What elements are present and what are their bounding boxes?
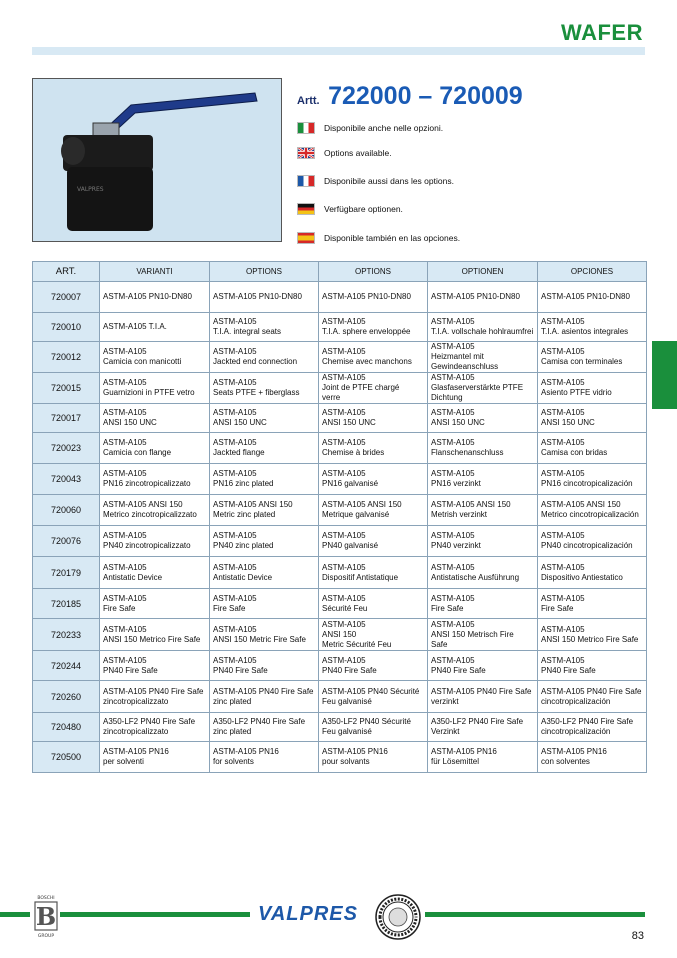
variant-cell: ASTM-A105 Chemise à brides — [319, 433, 428, 464]
option-row-english — [297, 145, 392, 161]
article-code-cell: 720500 — [33, 742, 100, 773]
variant-cell: ASTM-A105 PN40 Fire Safe zinc plated — [210, 681, 319, 713]
column-header-opciones: OPCIONES — [538, 262, 647, 282]
page-title: WAFER — [561, 20, 643, 45]
variant-cell: A350-LF2 PN40 Fire Safe cincotropicalización — [538, 713, 647, 742]
article-label: Artt. — [297, 95, 320, 107]
variant-cell: ASTM-A105 PN16 verzinkt — [428, 464, 538, 495]
article-code-cell: 720017 — [33, 404, 100, 433]
table-header-row — [33, 262, 647, 282]
variant-cell: ASTM-A105 Guarnizioni in PTFE vetro — [100, 373, 210, 404]
article-range: 722000 – 720009 — [328, 82, 523, 110]
svg-text:VALPRES: VALPRES — [77, 186, 104, 193]
variant-cell: ASTM-A105 PN16 cincotropicalización — [538, 464, 647, 495]
variant-cell: ASTM-A105 Camicia con flange — [100, 433, 210, 464]
article-code-cell: 720480 — [33, 713, 100, 742]
table-row — [33, 526, 647, 557]
variant-cell: ASTM-A105 PN40 zinc plated — [210, 526, 319, 557]
logo-text-top: BOSCHI — [37, 896, 55, 901]
variant-cell: A350-LF2 PN40 Fire Safe zinc plated — [210, 713, 319, 742]
variant-cell: ASTM-A105 ANSI 150 UNC — [428, 404, 538, 433]
footer-rule-left — [0, 912, 30, 917]
variant-cell: ASTM-A105 Dispositivo Antiestatico — [538, 557, 647, 589]
variant-cell: ASTM-A105 PN16 per solventi — [100, 742, 210, 773]
page-number: 83 — [631, 930, 644, 942]
variant-cell: ASTM-A105 PN16 for solvents — [210, 742, 319, 773]
variant-cell: ASTM-A105 Seats PTFE + fiberglass — [210, 373, 319, 404]
variant-cell: ASTM-A105 Heizmantel mit Gewindeanschluss — [428, 342, 538, 373]
table-row — [33, 433, 647, 464]
variant-cell: ASTM-A105 ANSI 150 Metrisch Fire Safe — [428, 619, 538, 651]
flag-france-icon — [297, 175, 315, 187]
table-row — [33, 589, 647, 619]
variant-cell: ASTM-A105 T.I.A. asientos integrales — [538, 313, 647, 342]
variant-cell: ASTM-A105 Fire Safe — [428, 589, 538, 619]
article-code-cell: 720010 — [33, 313, 100, 342]
variant-cell: A350-LF2 PN40 Fire Safe Verzinkt — [428, 713, 538, 742]
variant-cell: ASTM-A105 T.I.A. — [100, 313, 210, 342]
option-text: Verfügbare optionen. — [324, 204, 403, 214]
variant-cell: ASTM-A105 PN10-DN80 — [428, 282, 538, 313]
option-row-spanish — [297, 230, 460, 246]
variant-cell: ASTM-A105 Fire Safe — [210, 589, 319, 619]
variant-cell: ASTM-A105 T.I.A. sphere enveloppée — [319, 313, 428, 342]
variant-cell: ASTM-A105 PN40 verzinkt — [428, 526, 538, 557]
article-code-cell: 720012 — [33, 342, 100, 373]
option-row-italian — [297, 120, 443, 136]
section-tab — [652, 341, 677, 409]
flag-uk-icon — [297, 147, 315, 159]
variant-cell: ASTM-A105 Camisa con terminales — [538, 342, 647, 373]
variant-cell: ASTM-A105 Antistatic Device — [210, 557, 319, 589]
variant-cell: ASTM-A105 PN40 Fire Safe cincotropicalización — [538, 681, 647, 713]
variant-cell: ASTM-A105 PN16 zincotropicalizzato — [100, 464, 210, 495]
variant-cell: ASTM-A105 ANSI 150 Metrique galvanisé — [319, 495, 428, 526]
variant-cell: ASTM-A105 Glasfaserverstärkte PTFE Dichtung — [428, 373, 538, 404]
variant-cell: ASTM-A105 PN40 Fire Safe — [538, 651, 647, 681]
table-row — [33, 313, 647, 342]
variant-cell: ASTM-A105 PN16 zinc plated — [210, 464, 319, 495]
variant-cell: ASTM-A105 ANSI 150 UNC — [319, 404, 428, 433]
variant-cell: ASTM-A105 PN40 Fire Safe — [100, 651, 210, 681]
article-code-cell: 720179 — [33, 557, 100, 589]
variant-cell: A350-LF2 PN40 Fire Safe zincotropicalizzato — [100, 713, 210, 742]
variant-cell: ASTM-A105 PN40 Fire Safe — [319, 651, 428, 681]
table-row — [33, 557, 647, 589]
variant-cell: ASTM-A105 T.I.A. integral seats — [210, 313, 319, 342]
column-header-options-en: OPTIONS — [210, 262, 319, 282]
variant-cell: ASTM-A105 PN40 Fire Safe — [428, 651, 538, 681]
variant-cell: ASTM-A105 PN16 pour solvants — [319, 742, 428, 773]
variant-cell: ASTM-A105 Chemise avec manchons — [319, 342, 428, 373]
table-row — [33, 742, 647, 773]
table-row — [33, 282, 647, 313]
column-header-optionen: OPTIONEN — [428, 262, 538, 282]
table-row — [33, 713, 647, 742]
column-header-varianti: VARIANTI — [100, 262, 210, 282]
variant-cell: ASTM-A105 PN40 cincotropicalización — [538, 526, 647, 557]
variant-cell: ASTM-A105 ANSI 150 Metric zinc plated — [210, 495, 319, 526]
variant-cell: ASTM-A105 ANSI 150 UNC — [100, 404, 210, 433]
variant-cell: ASTM-A105 PN40 Fire Safe — [210, 651, 319, 681]
variant-cell: ASTM-A105 ANSI 150 Metrico Fire Safe — [100, 619, 210, 651]
variant-cell: ASTM-A105 ANSI 150 UNC — [210, 404, 319, 433]
variant-cell: ASTM-A105 Flanschenanschluss — [428, 433, 538, 464]
table-row — [33, 495, 647, 526]
variant-cell: ASTM-A105 T.I.A. vollschale hohlraumfrei — [428, 313, 538, 342]
variant-cell: ASTM-A105 PN10-DN80 — [210, 282, 319, 313]
variant-cell: ASTM-A105 Jackted end connection — [210, 342, 319, 373]
table-row — [33, 373, 647, 404]
table-body — [33, 282, 647, 773]
column-header-options-fr: OPTIONS — [319, 262, 428, 282]
variant-cell: ASTM-A105 PN40 galvanisé — [319, 526, 428, 557]
product-photo — [32, 78, 282, 242]
table-row — [33, 681, 647, 713]
option-text: Disponibile aussi dans les options. — [324, 176, 454, 186]
variant-cell: ASTM-A105 PN10-DN80 — [319, 282, 428, 313]
article-code-cell: 720244 — [33, 651, 100, 681]
option-row-german — [297, 201, 403, 217]
variant-cell: ASTM-A105 ANSI 150 Metric Sécurité Feu — [319, 619, 428, 651]
table-row — [33, 342, 647, 373]
option-row-french — [297, 173, 454, 189]
variant-cell: ASTM-A105 Antistatic Device — [100, 557, 210, 589]
flag-italy-icon — [297, 122, 315, 134]
variant-cell: ASTM-A105 Camicia con manicotti — [100, 342, 210, 373]
variant-cell: ASTM-A105 Sécurité Feu — [319, 589, 428, 619]
boschi-group-logo — [32, 893, 60, 939]
valpres-logo: VALPRES — [258, 903, 358, 925]
variant-cell: ASTM-A105 Joint de PTFE chargé verre — [319, 373, 428, 404]
variant-cell: ASTM-A105 ANSI 150 Metrico cincotropicalización — [538, 495, 647, 526]
variant-cell: ASTM-A105 Fire Safe — [100, 589, 210, 619]
table-row — [33, 464, 647, 495]
variants-table — [32, 261, 647, 773]
variant-cell: ASTM-A105 Jackted flange — [210, 433, 319, 464]
option-text: Disponible también en las opciones. — [324, 233, 461, 243]
article-code-cell: 720260 — [33, 681, 100, 713]
article-code-cell: 720043 — [33, 464, 100, 495]
table-row — [33, 651, 647, 681]
variant-cell: ASTM-A105 PN16 für Lösemittel — [428, 742, 538, 773]
logo-letter: B — [35, 902, 57, 931]
article-code-cell: 720015 — [33, 373, 100, 404]
article-code-cell: 720023 — [33, 433, 100, 464]
variant-cell: ASTM-A105 ANSI 150 Metrish verzinkt — [428, 495, 538, 526]
variant-cell: ASTM-A105 PN40 Fire Safe verzinkt — [428, 681, 538, 713]
article-code-cell: 720185 — [33, 589, 100, 619]
option-text: Options available. — [324, 148, 392, 158]
article-code-cell: 720076 — [33, 526, 100, 557]
variant-cell: ASTM-A105 PN16 con solventes — [538, 742, 647, 773]
variant-cell: ASTM-A105 ANSI 150 Metrico Fire Safe — [538, 619, 647, 651]
variant-cell: ASTM-A105 PN40 Sécurité Feu galvanisé — [319, 681, 428, 713]
footer-rule-right — [425, 912, 645, 917]
logo-text-bottom: GROUP — [37, 934, 55, 939]
article-code-cell: 720007 — [33, 282, 100, 313]
variant-cell: ASTM-A105 Fire Safe — [538, 589, 647, 619]
footer-rule-middle — [60, 912, 250, 917]
article-code-cell: 720060 — [33, 495, 100, 526]
variant-cell: ASTM-A105 PN10-DN80 — [538, 282, 647, 313]
article-heading — [297, 82, 523, 111]
variant-cell: A350-LF2 PN40 Sécurité Feu galvanisé — [319, 713, 428, 742]
iso-certification-seal — [374, 893, 422, 941]
header-bar — [32, 47, 645, 55]
variant-cell: ASTM-A105 PN10-DN80 — [100, 282, 210, 313]
variant-cell: ASTM-A105 PN40 Fire Safe zincotropicalizzato — [100, 681, 210, 713]
option-text: Disponibile anche nelle opzioni. — [324, 123, 444, 133]
table-row — [33, 404, 647, 433]
variant-cell: ASTM-A105 Camisa con bridas — [538, 433, 647, 464]
table-row — [33, 619, 647, 651]
variant-cell: ASTM-A105 PN40 zincotropicalizzato — [100, 526, 210, 557]
flag-spain-icon — [297, 232, 315, 244]
variant-cell: ASTM-A105 PN16 galvanisé — [319, 464, 428, 495]
variant-cell: ASTM-A105 ANSI 150 Metric Fire Safe — [210, 619, 319, 651]
variant-cell: ASTM-A105 ANSI 150 Metrico zincotropicalizzato — [100, 495, 210, 526]
column-header-art: ART. — [33, 262, 100, 282]
variant-cell: ASTM-A105 ANSI 150 UNC — [538, 404, 647, 433]
flag-germany-icon — [297, 203, 315, 215]
variant-cell: ASTM-A105 Asiento PTFE vidrio — [538, 373, 647, 404]
variant-cell: ASTM-A105 Dispositif Antistatique — [319, 557, 428, 589]
article-code-cell: 720233 — [33, 619, 100, 651]
variant-cell: ASTM-A105 Antistatische Ausführung — [428, 557, 538, 589]
